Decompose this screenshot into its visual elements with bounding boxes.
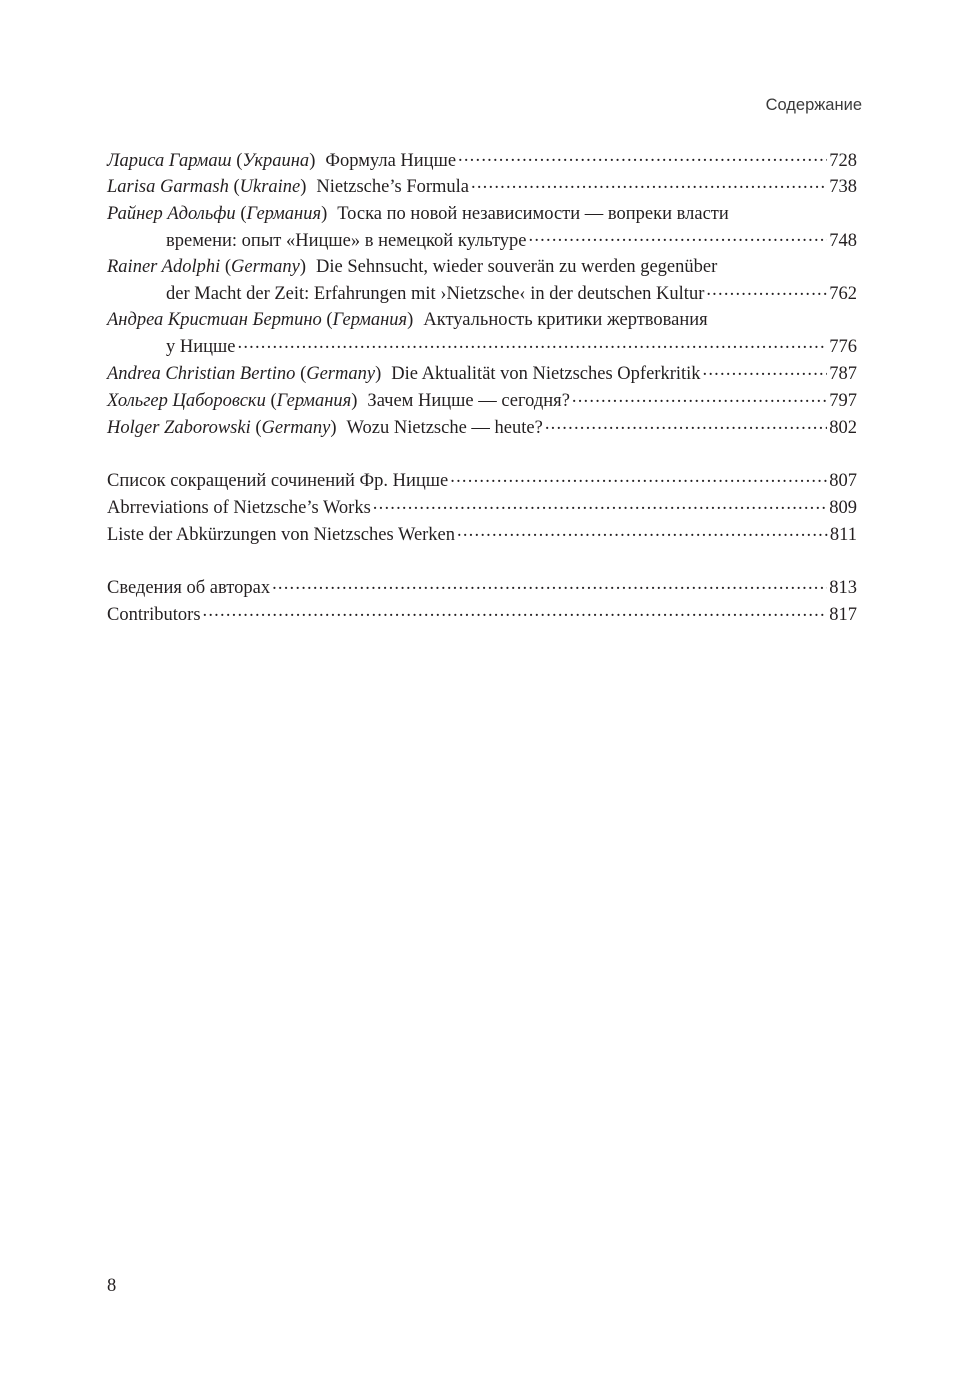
toc-entry[interactable] (107, 254, 857, 307)
toc-country: (Germany) (224, 257, 307, 278)
table-of-contents (107, 147, 857, 629)
toc-page-number: 802 (829, 418, 857, 439)
toc-author: Андреа Кристиан Бертино (107, 310, 322, 331)
toc-entry[interactable] (107, 468, 857, 495)
toc-title: Сведения об авторах (107, 578, 271, 599)
toc-country: (Германия) (270, 391, 358, 412)
toc-page-number: 738 (829, 177, 857, 198)
toc-title: Список сокращений сочинений Фр. Ницше (107, 471, 449, 492)
toc-country: (Germany) (300, 364, 382, 385)
dot-leader (471, 174, 827, 193)
toc-country: (Германия) (240, 203, 328, 224)
toc-page-number: 787 (829, 364, 857, 385)
toc-author: Larisa Garmash (107, 177, 229, 198)
dot-leader (238, 334, 828, 353)
toc-country: (Ukraine) (233, 177, 307, 198)
toc-page-number: 797 (829, 391, 857, 412)
toc-title: Wozu Nietzsche — heute? (346, 418, 543, 439)
toc-entry[interactable] (107, 147, 857, 174)
toc-title: Abrreviations of Nietzsche’s Works (107, 498, 371, 519)
toc-title: Die Sehnsucht, wieder souverän zu werden gegenüber (316, 257, 718, 278)
toc-entry[interactable] (107, 415, 857, 442)
toc-title: Зачем Ницше — сегодня? (367, 391, 570, 412)
toc-page-number: 817 (829, 605, 857, 626)
toc-page-number: 807 (829, 471, 857, 492)
toc-country: (Германия) (326, 310, 414, 331)
toc-page-number: 776 (829, 337, 857, 358)
section-gap (107, 441, 857, 467)
toc-page-number: 813 (829, 578, 857, 599)
toc-title: Contributors (107, 605, 201, 626)
toc-entry[interactable] (107, 522, 857, 549)
dot-leader (458, 147, 827, 166)
toc-page-number: 811 (829, 525, 857, 546)
toc-entry[interactable] (107, 307, 857, 360)
toc-entry[interactable] (107, 602, 857, 629)
toc-entry[interactable] (107, 575, 857, 602)
toc-country: (Germany) (255, 418, 337, 439)
toc-title: Тоска по новой независимости — вопреки власти (337, 203, 729, 224)
toc-author: Хольгер Цаборовски (107, 391, 266, 412)
dot-leader (203, 602, 828, 621)
section-gap (107, 549, 857, 575)
page-number: 8 (107, 1276, 117, 1296)
toc-entry[interactable] (107, 174, 857, 201)
toc-title: Nietzsche’s Formula (316, 177, 470, 198)
toc-entry[interactable] (107, 495, 857, 522)
dot-leader (572, 388, 827, 407)
toc-entry[interactable] (107, 201, 857, 254)
toc-title-continued: у Ницше (166, 337, 236, 358)
dot-leader (703, 361, 828, 380)
toc-author: Andrea Christian Bertino (107, 364, 296, 385)
dot-leader (272, 575, 827, 594)
running-head-title: Содержание (765, 96, 862, 114)
toc-page-number: 762 (829, 284, 857, 305)
toc-entry[interactable] (107, 388, 857, 415)
dot-leader (529, 227, 828, 246)
toc-entry[interactable] (107, 361, 857, 388)
dot-leader (373, 495, 827, 514)
dot-leader (706, 281, 827, 300)
toc-author: Лариса Гармаш (107, 150, 232, 171)
toc-author: Райнер Адольфи (107, 203, 236, 224)
toc-title: Die Aktualität von Nietzsches Opferkritik (391, 364, 701, 385)
toc-page-number: 809 (829, 498, 857, 519)
toc-page-number: 728 (829, 150, 857, 171)
toc-country: (Украина) (236, 150, 316, 171)
dot-leader (450, 468, 827, 487)
dot-leader (457, 522, 828, 541)
toc-title-continued: времени: опыт «Ницше» в немецкой культуре (166, 230, 527, 251)
dot-leader (545, 415, 827, 434)
toc-title: Актуальность критики жертвования (423, 310, 708, 331)
toc-title-continued: der Macht der Zeit: Erfahrungen mit ›Nietzsche‹ in der deutschen Kultur (166, 284, 705, 305)
toc-title: Формула Ницше (325, 150, 457, 171)
toc-page-number: 748 (829, 230, 857, 251)
toc-title: Liste der Abkürzungen von Nietzsches Werken (107, 525, 456, 546)
toc-author: Rainer Adolphi (107, 257, 221, 278)
toc-author: Holger Zaborowski (107, 418, 251, 439)
